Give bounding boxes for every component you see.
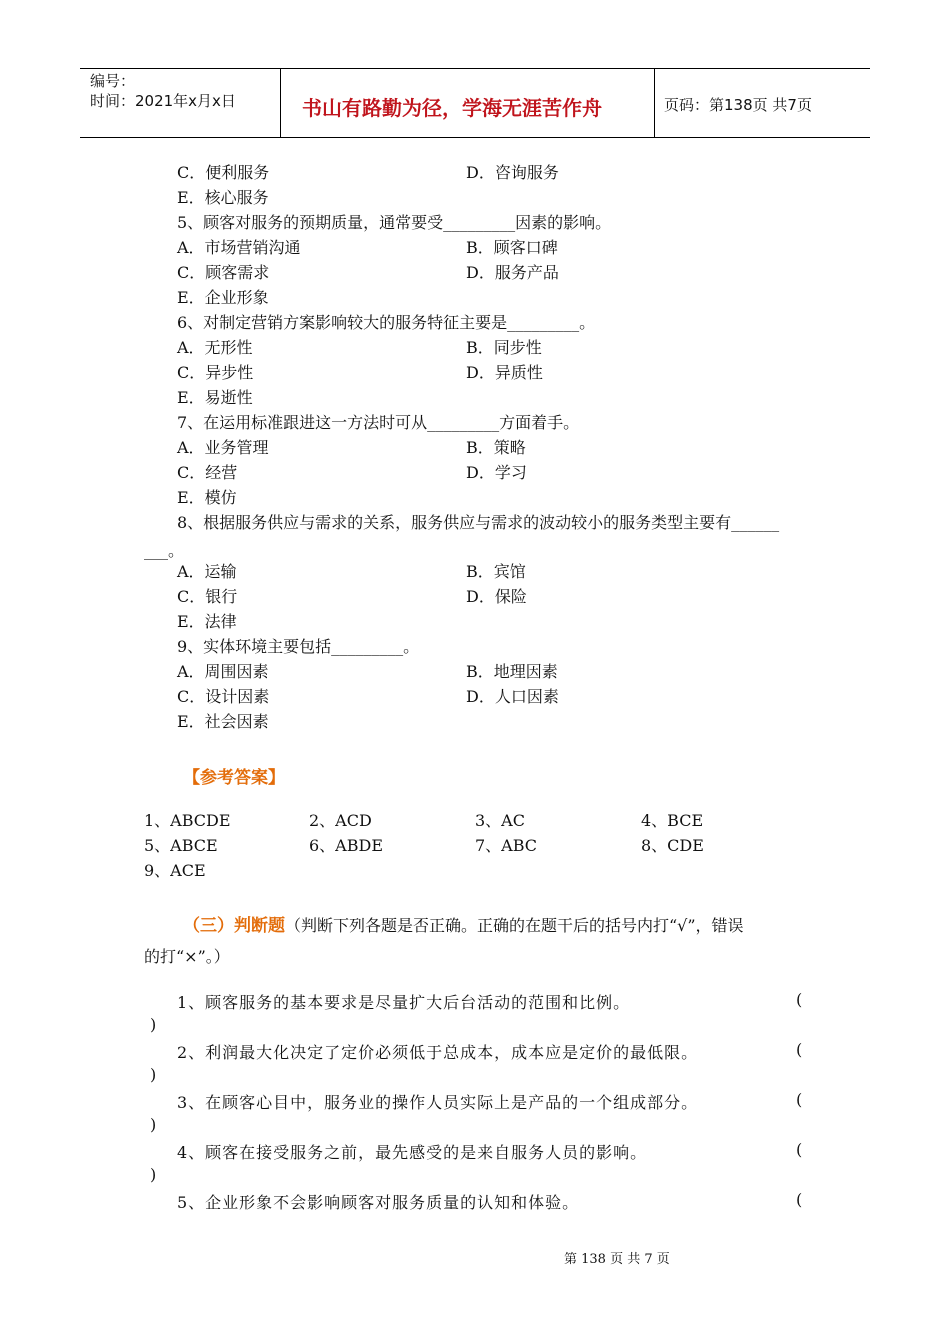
tf-question: 2、利润最大化决定了定价必须低于总成本，成本应是定价的最低限。 [177, 1043, 699, 1062]
option-item: D．学习 [466, 463, 527, 482]
option-item: D．服务产品 [466, 263, 559, 282]
option-item: D．咨询服务 [466, 163, 559, 182]
header-motto: 书山有路勤为径，学海无涯苦作舟 [302, 96, 602, 120]
header-divider [654, 69, 655, 137]
answer-paren-close: ) [150, 1115, 158, 1134]
option-item: D．保险 [466, 587, 527, 606]
tf-question: 5、企业形象不会影响顾客对服务质量的认知和体验。 [177, 1193, 580, 1212]
answers-title: 【参考答案】 [183, 768, 285, 788]
answer-paren-open: ( [796, 1190, 804, 1209]
answer-paren-open: ( [796, 1090, 804, 1109]
answer-item: 4、BCE [641, 811, 704, 830]
option-item: A．市场营销沟通 [177, 238, 301, 257]
option-item: E．企业形象 [177, 288, 269, 307]
option-item: C．经营 [177, 463, 238, 482]
answer-item: 1、ABCDE [144, 811, 231, 830]
option-item: E．社会因素 [177, 712, 269, 731]
option-item: C．顾客需求 [177, 263, 270, 282]
answer-item: 3、AC [475, 811, 525, 830]
answer-item: 5、ABCE [144, 836, 218, 855]
option-item: B．顾客口碑 [466, 238, 558, 257]
option-item: B．宾馆 [466, 562, 526, 581]
option-item: A．无形性 [177, 338, 253, 357]
option-item: A．运输 [177, 562, 237, 581]
header-divider [280, 69, 281, 137]
answer-paren-open: ( [796, 1140, 804, 1159]
option-item: E．法律 [177, 612, 237, 631]
tf-question: 3、在顾客心目中，服务业的操作人员实际上是产品的一个组成部分。 [177, 1093, 699, 1112]
option-item: C．便利服务 [177, 163, 270, 182]
option-item: A．业务管理 [177, 438, 269, 457]
question-stem: 8、根据服务供应与需求的关系，服务供应与需求的波动较小的服务类型主要有______ [177, 513, 780, 532]
option-item: A．周围因素 [177, 662, 269, 681]
question-stem: 5、顾客对服务的预期质量，通常要受_________因素的影响。 [177, 213, 612, 232]
option-item: D．人口因素 [466, 687, 559, 706]
tf-question: 1、顾客服务的基本要求是尽量扩大后台活动的范围和比例。 [177, 993, 631, 1012]
answer-item: 6、ABDE [309, 836, 384, 855]
answer-paren-open: ( [796, 1040, 804, 1059]
answer-paren-close: ) [150, 1165, 158, 1184]
option-item: C．银行 [177, 587, 238, 606]
answer-item: 8、CDE [641, 836, 704, 855]
section-title: （三）判断题 [183, 916, 285, 936]
header-time: 时间：2021年x月x日 [90, 92, 236, 110]
question-stem: 9、实体环境主要包括_________。 [177, 637, 420, 656]
question-stem: 7、在运用标准跟进这一方法时可从_________方面着手。 [177, 413, 580, 432]
option-item: B．策略 [466, 438, 526, 457]
answer-paren-close: ) [150, 1065, 158, 1084]
option-item: B．同步性 [466, 338, 542, 357]
header-page: 页码：第138页 共7页 [664, 96, 812, 114]
option-item: B．地理因素 [466, 662, 558, 681]
option-item: E．易逝性 [177, 388, 253, 407]
section-instruction-cont: 的打“×”。） [144, 947, 230, 966]
answer-item: 2、ACD [309, 811, 372, 830]
section-instruction: （判断下列各题是否正确。正确的在题干后的括号内打“√”，错误 [285, 916, 744, 935]
option-item: D．异质性 [466, 363, 543, 382]
question-line: ___。 [144, 541, 185, 560]
section-heading [183, 911, 744, 936]
answer-item: 7、ABC [475, 836, 538, 855]
option-item: C．设计因素 [177, 687, 270, 706]
option-item: C．异步性 [177, 363, 254, 382]
answer-paren-close: ) [150, 1015, 158, 1034]
header-number: 编号： [90, 72, 136, 90]
page-footer: 第 138 页 共 7 页 [564, 1252, 670, 1267]
tf-question: 4、顾客在接受服务之前，最先感受的是来自服务人员的影响。 [177, 1143, 648, 1162]
answer-paren-open: ( [796, 990, 804, 1009]
option-item: E．核心服务 [177, 188, 269, 207]
question-stem: 6、对制定营销方案影响较大的服务特征主要是_________。 [177, 313, 596, 332]
option-item: E．模仿 [177, 488, 237, 507]
answer-item: 9、ACE [144, 861, 206, 880]
